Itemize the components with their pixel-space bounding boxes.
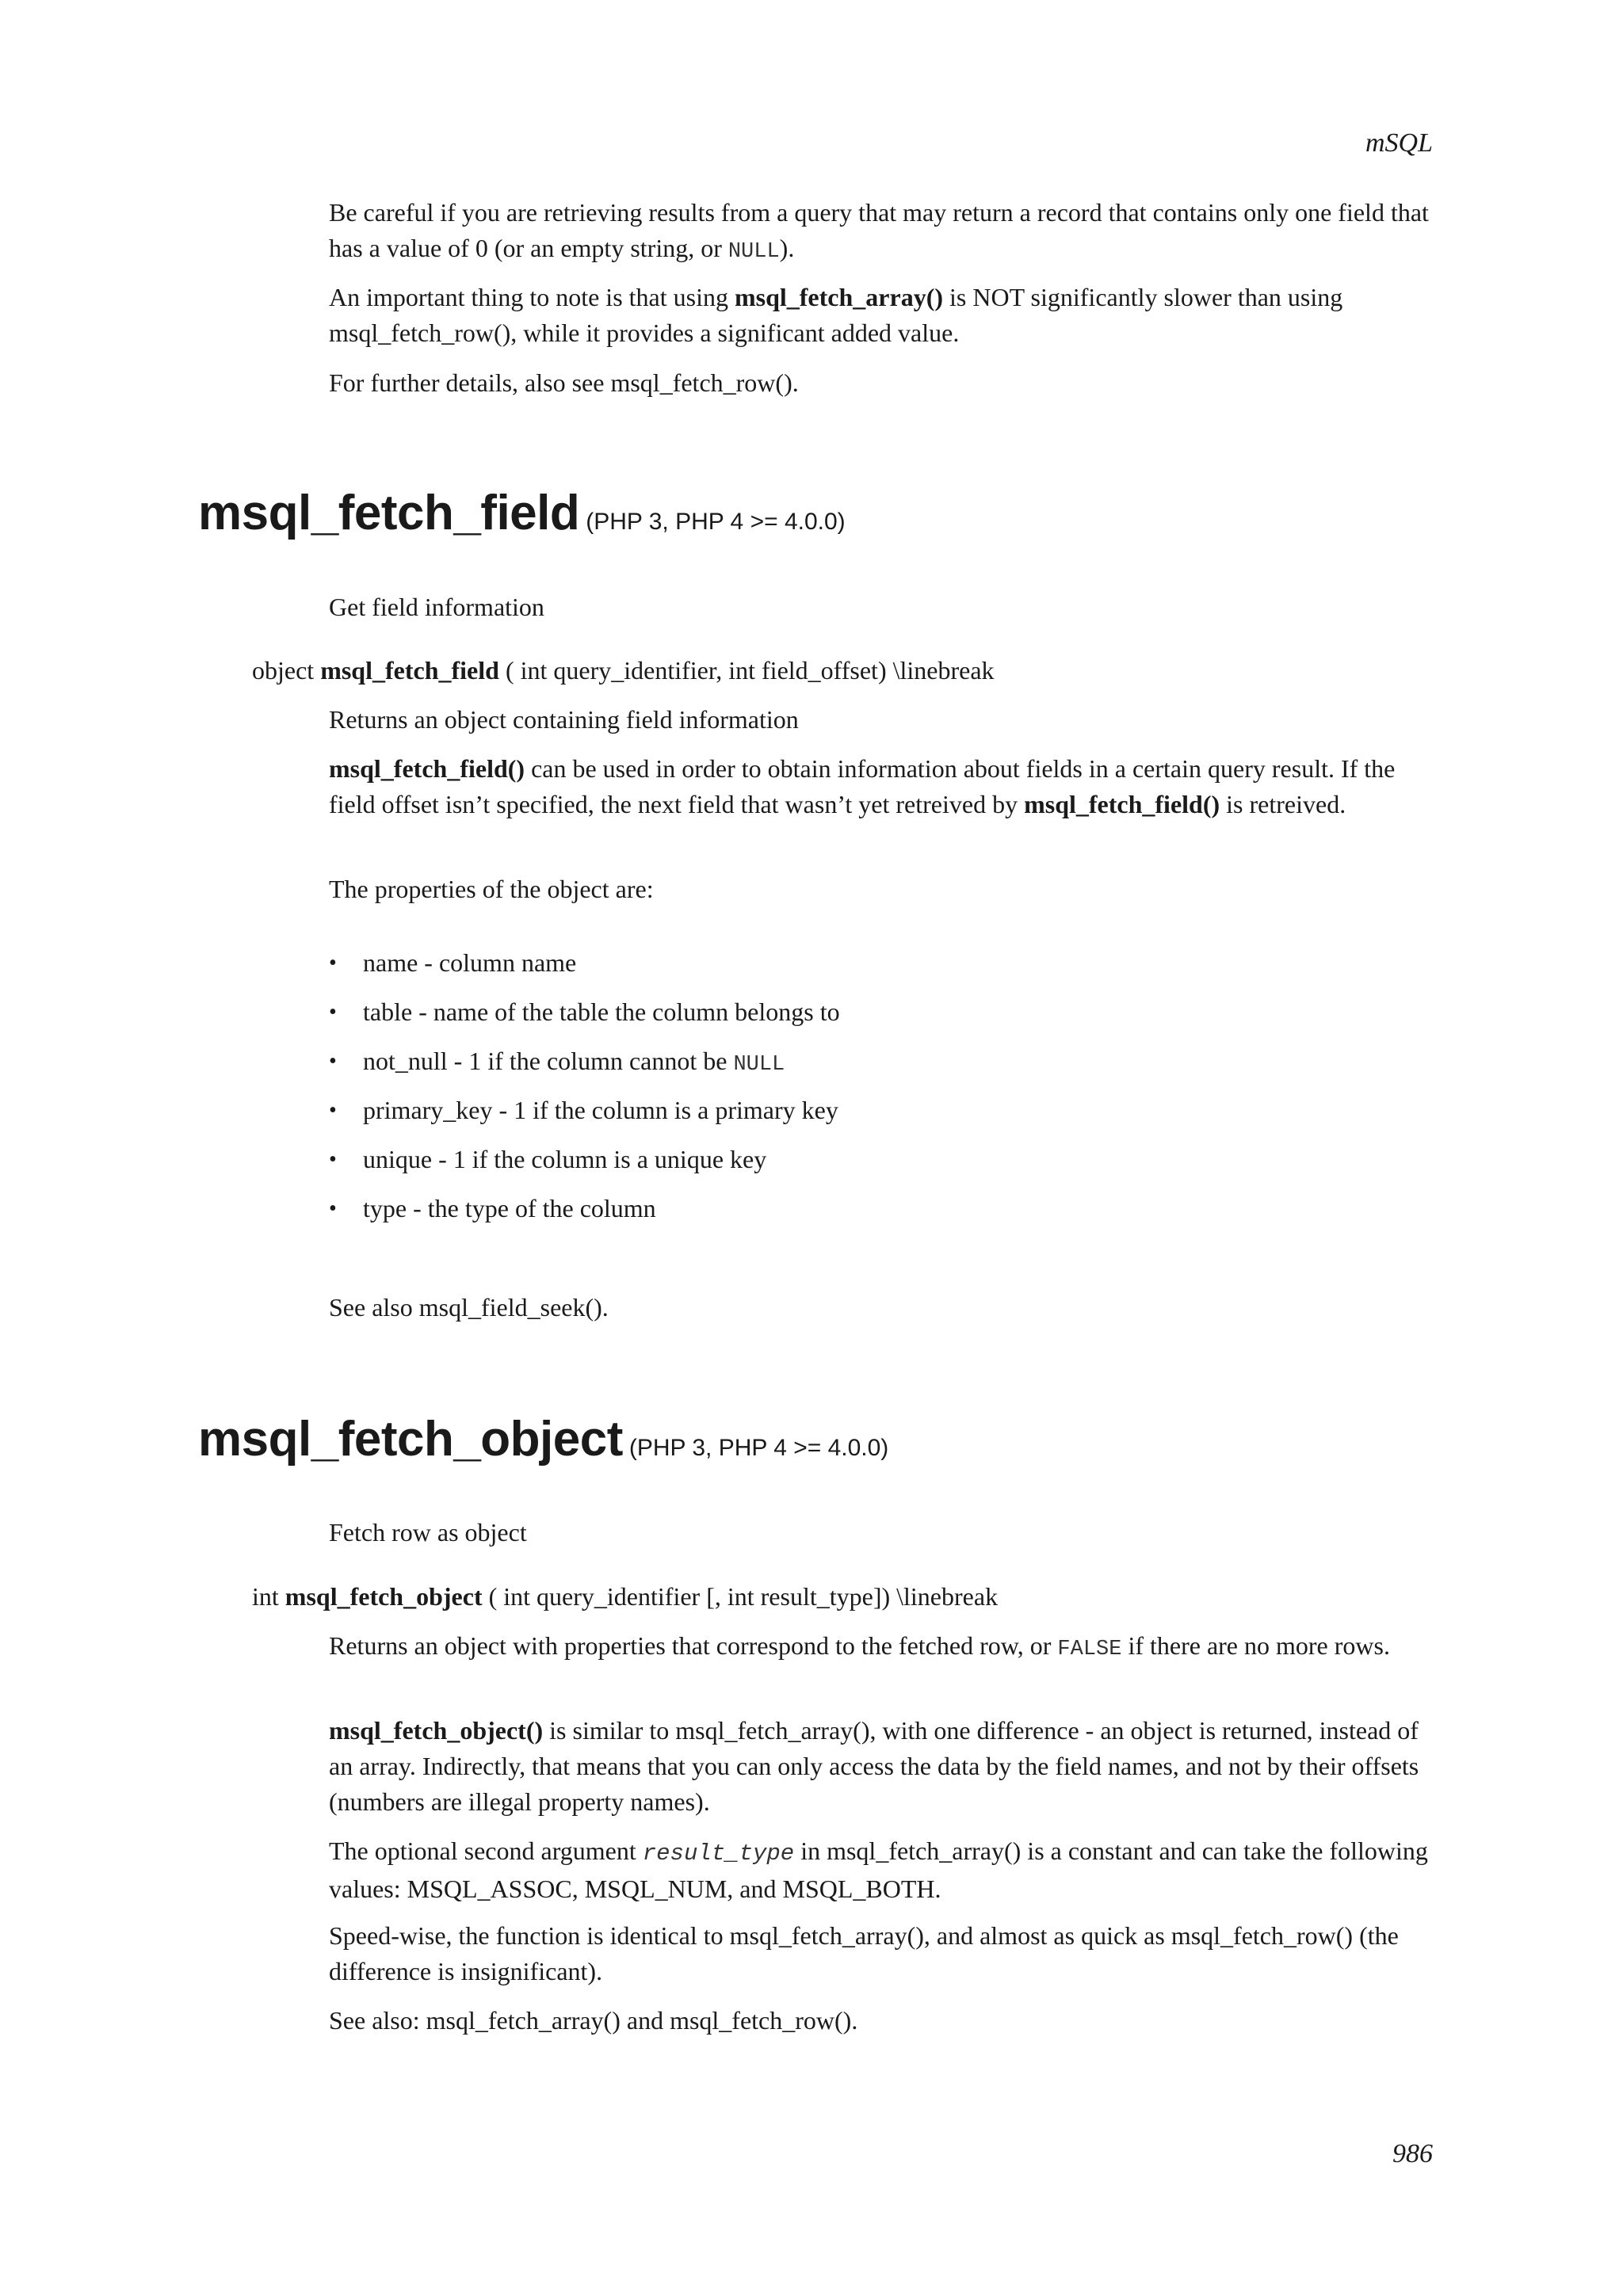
see-also: See also msql_field_seek(). [329,1293,609,1322]
function-ref: msql_fetch_object() [329,1716,544,1745]
parameter-name: result_type [642,1840,795,1867]
function-signature: object msql_fetch_field ( int query_identifier, int field_offset) \linebreak [252,656,995,685]
function-ref: msql_fetch_field() [329,754,525,783]
null-literal: NULL [727,240,780,264]
intro-paragraph-3: For further details, also see msql_fetch_row(). [329,368,799,397]
null-literal: NULL [733,1053,785,1077]
signature-function-name: msql_fetch_field [320,656,499,685]
function-name: msql_fetch_field [198,486,580,540]
function-description: msql_fetch_object() is similar to msql_fetch_array(), with one difference - an object is returned, instead of an array. Indirectly, that means that you can only access the data by the field names, and not by their offsets (numbers are illegal property names). [329,1716,1419,1816]
function-ref: msql_fetch_array() [734,283,943,311]
speed-note: Speed-wise, the function is identical to msql_fetch_array(), and almost as quick as msql_fetch_row() (the difference is insignificant). [329,1921,1399,1985]
running-header: mSQL [1365,128,1433,158]
function-purpose: Fetch row as object [329,1518,527,1547]
returns-description: Returns an object with properties that correspond to the fetched row, or FALSE if there are no more rows. [329,1631,1390,1661]
function-ref: msql_fetch_field() [1024,790,1220,818]
function-name: msql_fetch_object [198,1412,623,1466]
function-purpose: Get field information [329,593,544,621]
list-item: • name - column name [329,948,577,977]
returns-description: Returns an object containing field information [329,705,799,734]
section-title-fetch-object [198,1411,888,1467]
list-item: • primary_key - 1 if the column is a primary key [329,1096,838,1124]
intro-paragraph-2: An important thing to note is that using msql_fetch_array() is NOT significantly slower than using msql_fetch_row(), while it provides a significant added value. [329,283,1343,347]
signature-function-name: msql_fetch_object [285,1582,483,1611]
function-signature: int msql_fetch_object ( int query_identifier [, int result_type]) \linebreak [252,1582,999,1611]
list-item: • unique - 1 if the column is a unique key [329,1145,767,1173]
list-item: • type - the type of the column [329,1194,656,1222]
section-title-fetch-field [198,485,846,541]
function-description: msql_fetch_field() can be used in order to obtain information about fields in a certain query result. If the field offset isn’t specified, the next field that wasn’t yet retreived by msql_fetch_field() is retreived. [329,754,1396,818]
page-number: 986 [1392,2139,1433,2168]
see-also: See also: msql_fetch_array() and msql_fetch_row(). [329,2006,858,2035]
properties-list [329,945,840,1240]
version-info: (PHP 3, PHP 4 >= 4.0.0) [628,1435,889,1461]
list-item: • table - name of the table the column belongs to [329,997,840,1026]
list-item: • not_null - 1 if the column cannot be NULL [329,1047,785,1077]
version-info: (PHP 3, PHP 4 >= 4.0.0) [586,509,846,535]
false-literal: FALSE [1057,1638,1122,1661]
intro-paragraph-1: Be careful if you are retrieving results from a query that may return a record that contains only one field that has a value of 0 (or an empty string, or NULL). [329,198,1429,264]
properties-intro: The properties of the object are: [329,875,654,903]
optional-argument-note: The optional second argument result_type in msql_fetch_array() is a constant and can take the following values: MSQL_ASSOC, MSQL_NUM, and MSQL_BOTH. [329,1836,1428,1903]
